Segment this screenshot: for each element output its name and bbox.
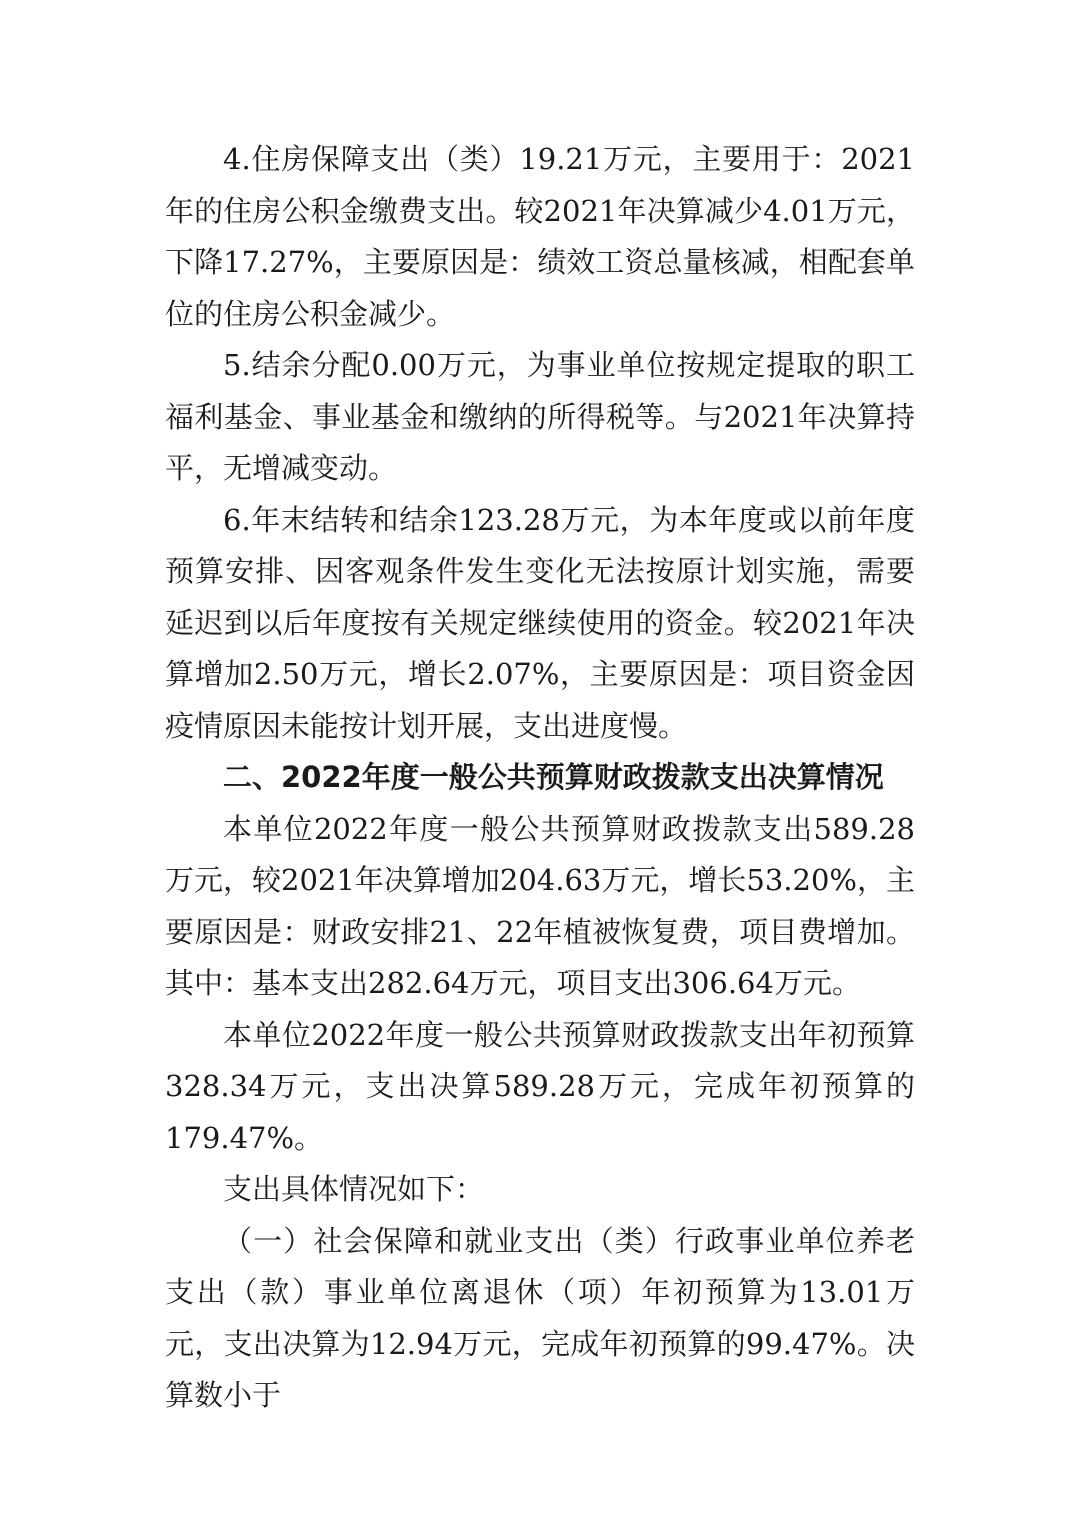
section-heading-general-budget: 二、2022年度一般公共预算财政拨款支出决算情况 xyxy=(223,760,884,794)
paragraph-year-end-balance: 6.年末结转和结余123.28万元，为本年度或以前年度预算安排、因客观条件发生变化无法按原计划实施，需要延迟到以后年度按有关规定继续使用的资金。较2021年决算增加2.50万元，增长2.07%，主要原因是：项目资金因疫情原因未能按计划开展，支出进度慢。 xyxy=(165,502,915,743)
paragraph-housing-expenditure: 4.住房保障支出（类）19.21万元，主要用于：2021年的住房公积金缴费支出。较2021年决算减少4.01万元，下降17.27%，主要原因是：绩效工资总量核减，相配套单位的住房公积金减少。 xyxy=(165,142,915,331)
paragraph-budget-completion: 本单位2022年度一般公共预算财政拨款支出年初预算328.34万元，支出决算589.28万元，完成年初预算的179.47%。 xyxy=(165,1017,915,1155)
paragraph-surplus-distribution: 5.结余分配0.00万元，为事业单位按规定提取的职工福利基金、事业基金和缴纳的所得税等。与2021年决算持平，无增减变动。 xyxy=(165,348,915,485)
paragraph-details-intro: 支出具体情况如下： xyxy=(223,1172,485,1206)
paragraph-general-budget-total: 本单位2022年度一般公共预算财政拨款支出589.28万元，较2021年决算增加204.63万元，增长53.20%，主要原因是：财政安排21、22年植被恢复费，项目费增加。其中：基本支出282.64万元，项目支出306.64万元。 xyxy=(165,811,915,1000)
paragraph-social-security: （一）社会保障和就业支出（类）行政事业单位养老支出（款）事业单位离退休（项）年初预算为13.01万元，支出决算为12.94万元，完成年初预算的99.47%。决算数小于 xyxy=(165,1223,915,1412)
document-body xyxy=(165,134,915,1422)
